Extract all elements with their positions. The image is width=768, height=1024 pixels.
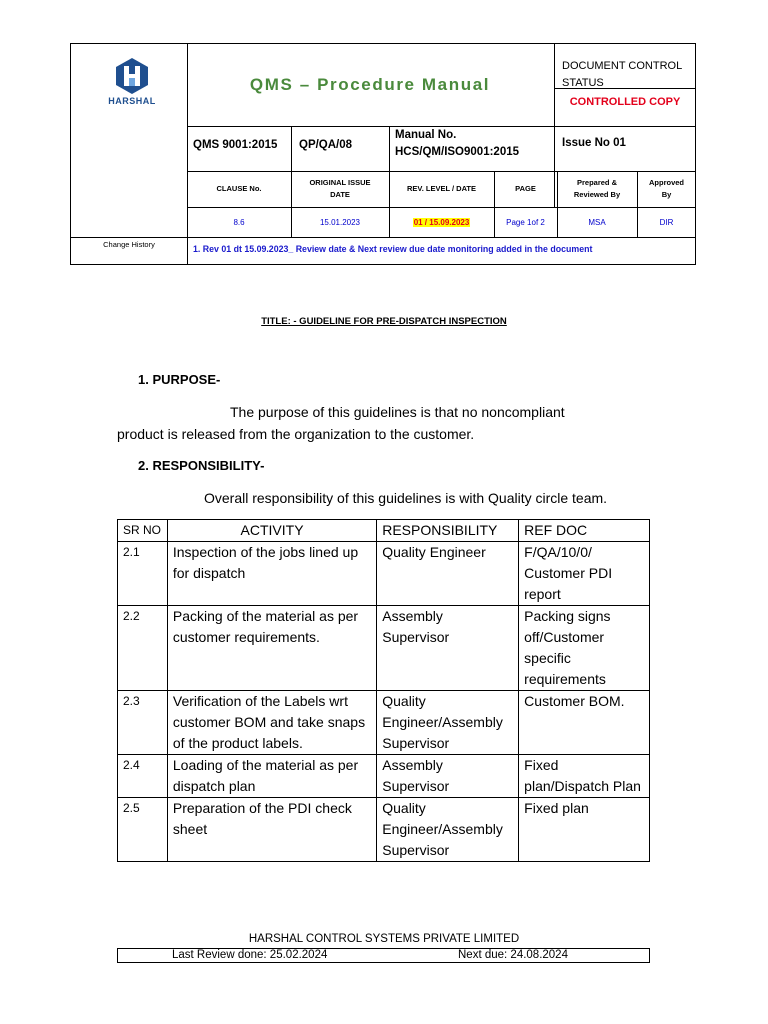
- ref-doc-cell: Packing signs off/Customer specific requirements: [519, 606, 650, 691]
- column-header: SR NO: [118, 520, 168, 542]
- ref-doc-cell: F/QA/10/0/ Customer PDI report: [519, 542, 650, 606]
- activity-table: [117, 519, 650, 862]
- responsibility-intro: Overall responsibility of this guidelines is with Quality circle team.: [204, 490, 608, 506]
- purpose-heading: 1. PURPOSE-: [138, 372, 221, 387]
- activity-cell: Preparation of the PDI check sheet: [167, 798, 376, 862]
- responsibility-cell: Assembly Supervisor: [377, 755, 519, 798]
- divider: [389, 126, 390, 171]
- table-row: [118, 542, 650, 606]
- logo-text: HARSHAL: [108, 96, 156, 106]
- activity-cell: Packing of the material as per customer requirements.: [167, 606, 376, 691]
- rev-level-value: 01 / 15.09.2023: [413, 217, 470, 227]
- responsibility-cell: Quality Engineer/Assembly Supervisor: [377, 798, 519, 862]
- ref-doc-cell: Customer BOM.: [519, 691, 650, 755]
- page-header: PAGE: [515, 184, 536, 193]
- next-due-date: Next due: 24.08.2024: [458, 949, 568, 961]
- activity-cell: Inspection of the jobs lined up for dispatch: [167, 542, 376, 606]
- sr-cell: 2.5: [118, 798, 168, 862]
- responsibility-cell: Assembly Supervisor: [377, 606, 519, 691]
- activity-cell: Verification of the Labels wrt customer BOM and take snaps of the product labels.: [167, 691, 376, 755]
- standard-code: QMS 9001:2015: [193, 139, 278, 151]
- controlled-copy-label: CONTROLLED COPY: [569, 96, 681, 108]
- procedure-number: QP/QA/08: [299, 139, 353, 151]
- harshal-logo-icon: [113, 57, 151, 95]
- footer-company-name: HARSHAL CONTROL SYSTEMS PRIVATE LIMITED: [248, 933, 520, 945]
- purpose-line-1: The purpose of this guidelines is that no noncompliant: [230, 404, 565, 420]
- company-logo: [97, 57, 167, 117]
- sr-cell: 2.3: [118, 691, 168, 755]
- column-header: ACTIVITY: [167, 520, 376, 542]
- document-control-status: DOCUMENT CONTROL STATUS: [562, 60, 683, 89]
- original-issue-header: ORIGINAL ISSUE DATE: [309, 178, 371, 199]
- purpose-line-2: product is released from the organization to the customer.: [117, 426, 475, 442]
- prepared-header: Prepared & Reviewed By: [573, 178, 621, 199]
- table-row: [118, 606, 650, 691]
- table-header-row: [118, 520, 650, 542]
- manual-number: Manual No. HCS/QM/ISO9001:2015: [395, 129, 520, 158]
- clause-header: CLAUSE No.: [216, 184, 262, 193]
- divider: [71, 237, 696, 238]
- table-row: [118, 798, 650, 862]
- manual-title: QMS – Procedure Manual: [249, 75, 491, 94]
- sr-cell: 2.1: [118, 542, 168, 606]
- activity-cell: Loading of the material as per dispatch plan: [167, 755, 376, 798]
- review-dates-box: [117, 948, 650, 963]
- clause-value: 8.6: [233, 217, 245, 227]
- responsibility-cell: Quality Engineer/Assembly Supervisor: [377, 691, 519, 755]
- column-header: RESPONSIBILITY: [377, 520, 519, 542]
- change-history-label: Change History: [103, 240, 155, 249]
- document-header: [70, 43, 696, 265]
- change-history-text: 1. Rev 01 dt 15.09.2023_ Review date & Next review due date monitoring added in the document: [193, 244, 593, 254]
- table-row: [118, 755, 650, 798]
- column-header: REF DOC: [519, 520, 650, 542]
- document-title: TITLE: - GUIDELINE FOR PRE-DISPATCH INSPECTION: [261, 316, 507, 327]
- last-review-date: Last Review done: 25.02.2024: [172, 949, 328, 961]
- prepared-value: MSA: [588, 217, 606, 227]
- ref-doc-cell: Fixed plan/Dispatch Plan: [519, 755, 650, 798]
- approved-value: DIR: [659, 217, 674, 227]
- sr-cell: 2.4: [118, 755, 168, 798]
- original-issue-value: 15.01.2023: [319, 217, 361, 227]
- responsibility-heading: 2. RESPONSIBILITY-: [138, 458, 265, 473]
- ref-doc-cell: Fixed plan: [519, 798, 650, 862]
- issue-number: Issue No 01: [562, 137, 626, 149]
- table-row: [118, 691, 650, 755]
- responsibility-cell: Quality Engineer: [377, 542, 519, 606]
- sr-cell: 2.2: [118, 606, 168, 691]
- rev-level-header: REV. LEVEL / DATE: [406, 184, 477, 193]
- approved-header: Approved By: [648, 178, 684, 199]
- page-value: Page 1of 2: [506, 217, 545, 227]
